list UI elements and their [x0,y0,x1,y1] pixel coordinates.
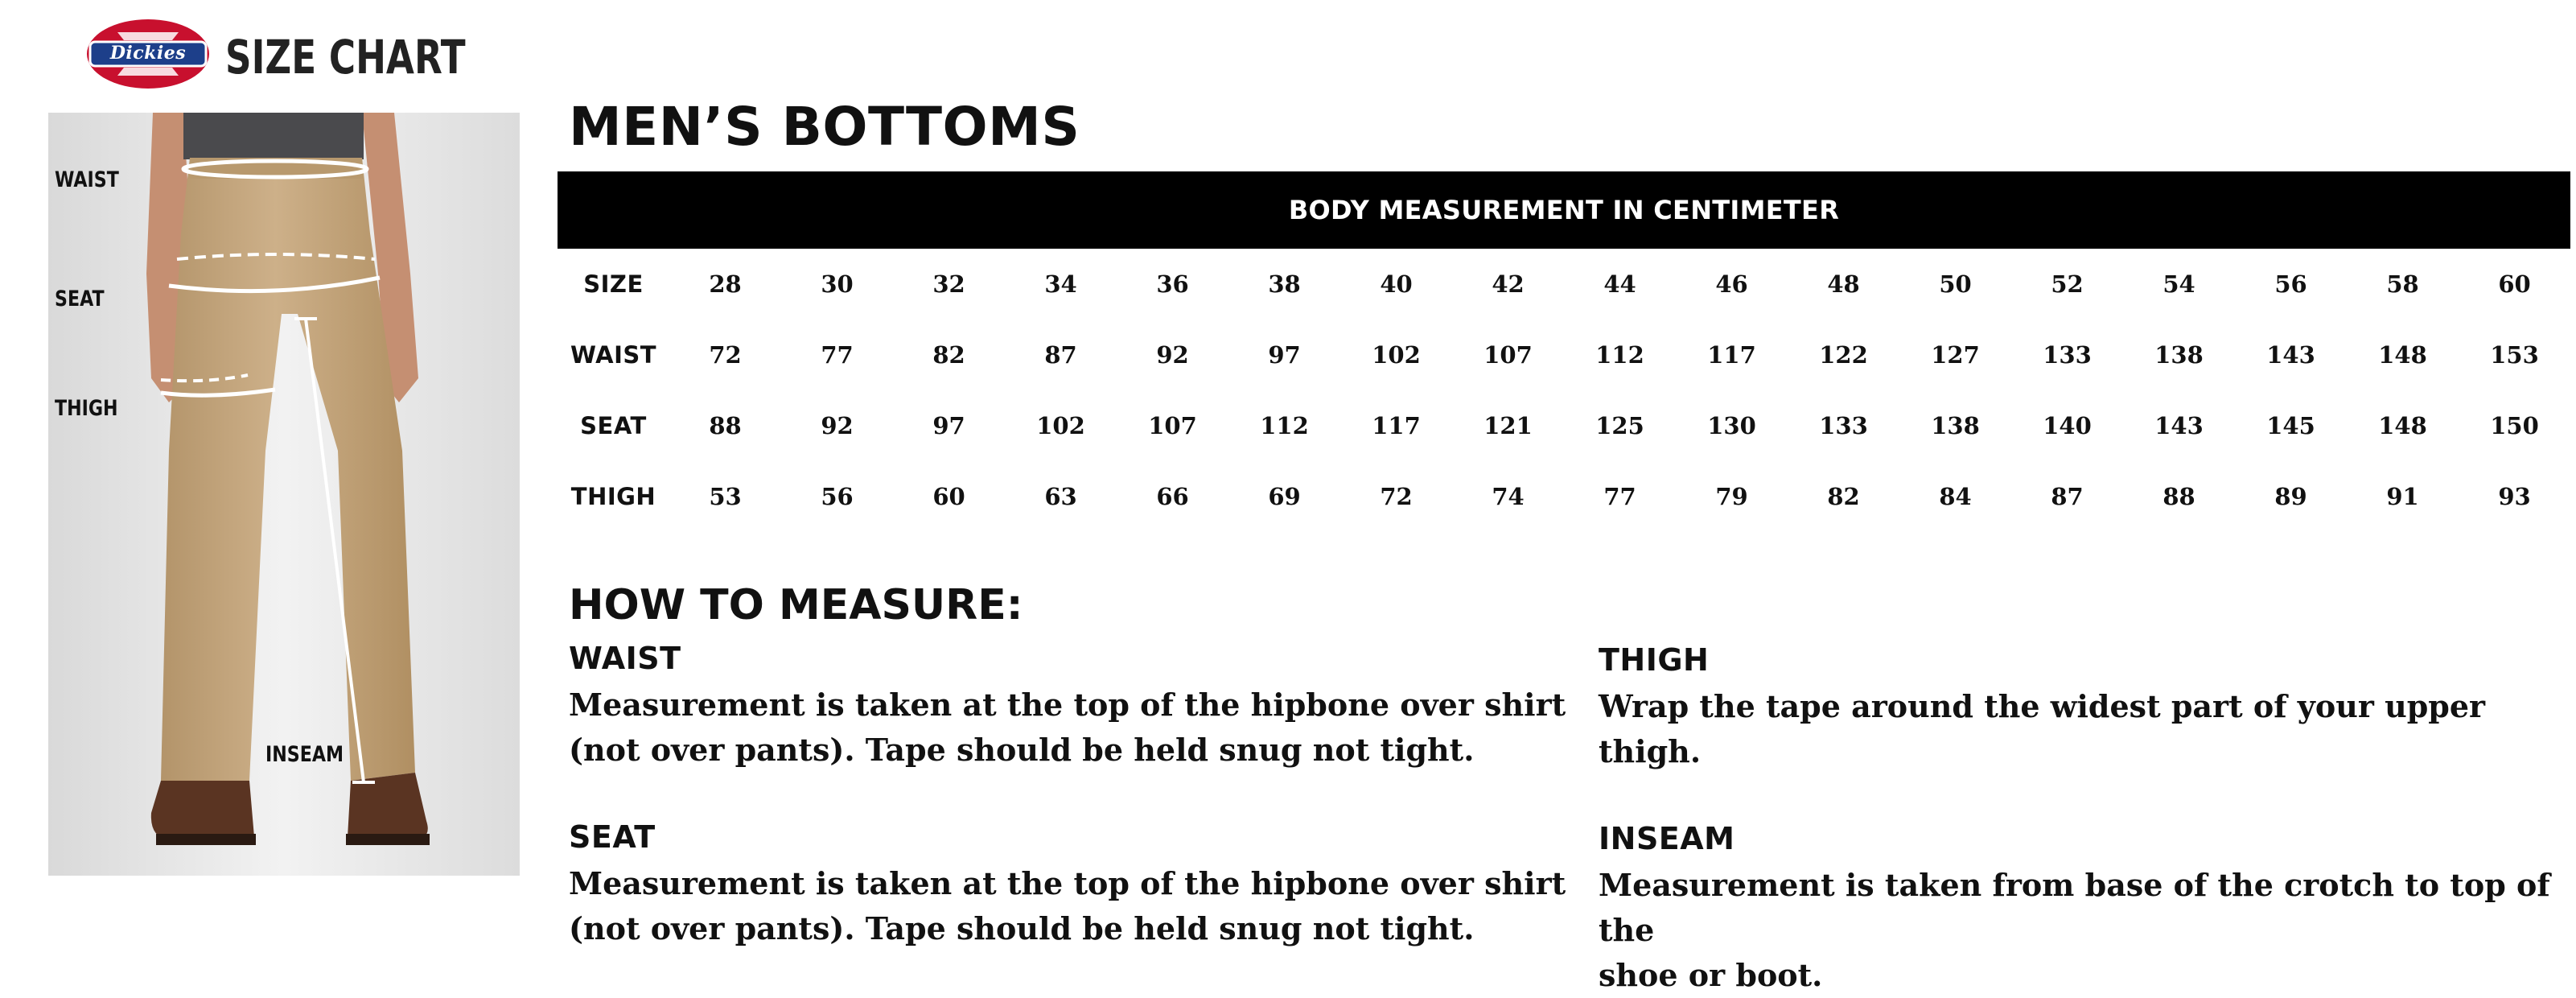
measure-waist-text-2: (not over pants). Tape should be held snug not tight. [569,732,1475,768]
measure-thigh [1599,639,2576,774]
table-cell: 92 [821,412,854,439]
table-cell: 50 [1939,270,1972,298]
table-cell: 107 [1148,412,1197,439]
table-cell: 60 [932,483,965,510]
table-cell: 145 [2266,412,2315,439]
table-cell: 88 [709,412,742,439]
row-label: SEAT [580,412,647,439]
table-cell: 60 [2498,270,2531,298]
diagram-label-thigh: THIGH [55,396,118,421]
table-cell: 42 [1492,270,1525,298]
table-row-waist [558,320,2570,390]
table-cell: 143 [2266,341,2315,369]
row-label: THIGH [570,483,656,510]
table-cell: 112 [1595,341,1644,369]
table-cell: 56 [2274,270,2307,298]
table-cell: 153 [2490,341,2539,369]
table-cell: 34 [1044,270,1077,298]
table-cell: 102 [1036,412,1085,439]
measure-thigh-text-1: Wrap the tape around the widest part of your upper thigh. [1599,688,2486,769]
table-cell: 138 [1931,412,1980,439]
table-cell: 54 [2162,270,2195,298]
table-cell: 66 [1156,483,1189,510]
table-cell: 125 [1595,412,1644,439]
page-title: SIZE CHART [225,30,466,85]
table-cell: 46 [1715,270,1748,298]
size-table [558,249,2570,532]
table-cell: 107 [1483,341,1533,369]
table-row-seat [558,390,2570,461]
diagram-label-waist: WAIST [55,167,119,192]
measure-seat [569,816,1566,951]
table-cell: 38 [1268,270,1301,298]
table-cell: 92 [1156,341,1189,369]
table-cell: 32 [932,270,965,298]
table-cell: 28 [709,270,742,298]
measure-thigh-heading: THIGH [1599,642,1710,678]
table-row-thigh [558,461,2570,532]
section-title: MEN’S BOTTOMS [569,96,1080,158]
table-cell: 148 [2378,341,2427,369]
table-cell: 87 [1044,341,1077,369]
table-cell: 138 [2154,341,2204,369]
table-cell: 89 [2274,483,2307,510]
brand-wordmark: Dickies [109,43,187,64]
how-to-measure-title: HOW TO MEASURE: [569,581,1023,629]
table-cell: 77 [821,341,854,369]
measure-inseam-text-2: shoe or boot. [1599,957,1823,993]
table-cell: 97 [1268,341,1301,369]
table-cell: 77 [1603,483,1636,510]
table-cell: 30 [821,270,854,298]
table-cell: 63 [1044,483,1077,510]
table-cell: 140 [2043,412,2092,439]
table-cell: 87 [2051,483,2084,510]
row-label: WAIST [570,341,657,369]
table-cell: 143 [2154,412,2204,439]
table-cell: 82 [932,341,965,369]
measure-seat-text-2: (not over pants). Tape should be held snug not tight. [569,910,1475,946]
measure-waist [569,637,1566,773]
measure-waist-heading: WAIST [569,641,681,676]
table-cell: 84 [1939,483,1972,510]
table-cell: 133 [2043,341,2092,369]
table-cell: 74 [1492,483,1525,510]
table-cell: 121 [1483,412,1533,439]
table-cell: 48 [1827,270,1860,298]
diagram-label-seat: SEAT [55,287,105,311]
table-cell: 117 [1372,412,1421,439]
table-cell: 40 [1380,270,1413,298]
table-cell: 133 [1819,412,1868,439]
measure-waist-text-1: Measurement is taken at the top of the hipbone over shirt [569,687,1566,723]
table-cell: 91 [2386,483,2419,510]
table-cell: 102 [1372,341,1421,369]
table-cell: 130 [1707,412,1756,439]
table-row-size [558,249,2570,320]
measure-inseam-heading: INSEAM [1599,821,1735,856]
table-cell: 122 [1819,341,1868,369]
diagram-label-inseam: INSEAM [265,742,344,767]
table-cell: 79 [1715,483,1748,510]
table-cell: 112 [1260,412,1309,439]
table-cell: 72 [1380,483,1413,510]
measure-inseam-text-1: Measurement is taken from base of the crotch to top of the [1599,867,2550,948]
table-caption: BODY MEASUREMENT IN CENTIMETER [558,171,2570,249]
row-label: SIZE [583,270,644,298]
table-cell: 72 [709,341,742,369]
table-cell: 127 [1931,341,1980,369]
table-cell: 52 [2051,270,2084,298]
table-cell: 58 [2386,270,2419,298]
table-cell: 97 [932,412,965,439]
table-cell: 44 [1603,270,1636,298]
table-cell: 88 [2162,483,2195,510]
table-cell: 36 [1156,270,1189,298]
measure-seat-heading: SEAT [569,819,656,855]
table-cell: 56 [821,483,854,510]
table-cell: 117 [1707,341,1756,369]
measure-seat-text-1: Measurement is taken at the top of the hipbone over shirt [569,865,1566,901]
table-cell: 53 [709,483,742,510]
table-cell: 93 [2498,483,2531,510]
table-cell: 148 [2378,412,2427,439]
table-cell: 82 [1827,483,1860,510]
dickies-logo [85,18,211,90]
measure-inseam [1599,818,2576,998]
table-cell: 150 [2490,412,2539,439]
table-cell: 69 [1268,483,1301,510]
